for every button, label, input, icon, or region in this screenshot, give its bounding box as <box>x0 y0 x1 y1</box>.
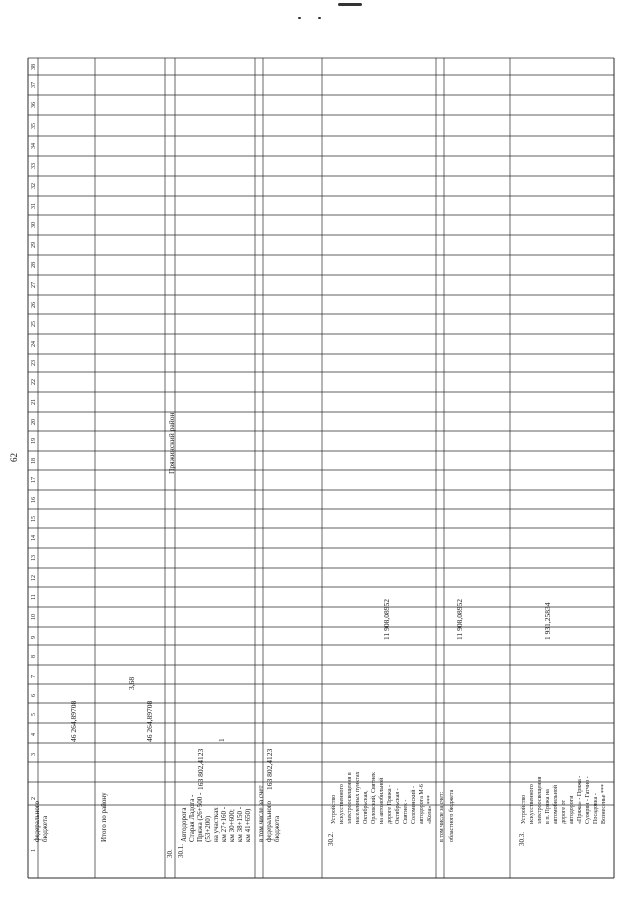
column-number: 5 <box>31 713 37 716</box>
row-30-2-reg-col9: 11 908,08952 <box>455 599 464 640</box>
column-number: 36 <box>31 102 37 108</box>
column-number: 33 <box>31 163 37 169</box>
column-number: 24 <box>31 341 37 347</box>
column-number: 22 <box>31 379 37 385</box>
column-number: 13 <box>31 555 37 561</box>
column-number: 31 <box>31 202 37 209</box>
column-number: 21 <box>31 399 37 405</box>
row-30-1-fed-col3: 163 802,4123 <box>265 748 274 790</box>
column-number: 27 <box>31 282 37 288</box>
scan-artifact <box>298 17 301 19</box>
column-number: 23 <box>31 360 37 366</box>
column-number: 12 <box>31 574 37 581</box>
column-number: 37 <box>31 82 37 88</box>
fed-budget-col6: 46 264,89708 <box>69 700 78 742</box>
total-district-label: Итого по району <box>100 792 108 842</box>
row-30-1-fed-label: в том числе за счет федерального бюджета <box>257 785 281 842</box>
column-number: 38 <box>31 63 37 70</box>
column-number: 34 <box>31 143 37 149</box>
row-30-2-inc-label: в том числе за счет: <box>439 791 445 842</box>
column-number: 26 <box>31 301 37 308</box>
column-number: 8 <box>31 655 37 658</box>
column-number: 1 <box>31 849 37 852</box>
column-number: 19 <box>31 438 37 444</box>
column-number: 3 <box>31 752 37 756</box>
column-number: 30 <box>31 222 37 228</box>
row-30-1-col3: 163 802,4123 <box>196 748 205 790</box>
column-number: 16 <box>31 496 37 503</box>
row-30-1-col4: 1 <box>217 738 226 742</box>
total-district-col7: 3,68 <box>127 676 136 690</box>
column-number: 14 <box>31 535 37 541</box>
row-30-3-col9: 1 931,25834 <box>543 602 552 640</box>
column-number: 32 <box>31 183 37 189</box>
row-30-2-reg-label: областного бюджета <box>449 789 455 842</box>
row-30-2-col9: 11 908,08952 <box>382 599 391 640</box>
column-number: 7 <box>31 674 37 678</box>
column-number: 2 <box>31 797 37 800</box>
row-30-3-label: Устройство искусственного электроосвещения в п. Пряжа на автомобильной дороге от автодороги «Пряжа» - Пряжа - Суоярви - Гатчно - Посадовка - Вознесенье *** <box>521 775 607 824</box>
fed-budget-label: федерального бюджета <box>33 800 49 842</box>
row-30-3-code: 30.3. <box>518 832 526 846</box>
column-number: 6 <box>31 693 37 697</box>
row-30-2-code: 30.2. <box>327 832 335 846</box>
column-number: 10 <box>31 614 37 620</box>
total-district-col6: 46 264,89708 <box>145 700 154 742</box>
column-number: 17 <box>31 477 37 483</box>
column-number: 35 <box>31 122 37 129</box>
column-number: 18 <box>31 457 37 464</box>
column-number: 20 <box>31 418 37 425</box>
column-number: 11 <box>31 594 37 600</box>
column-number: 25 <box>31 321 37 327</box>
row-30-2-label: Устройство искусственного электроосвещения в населенных пунктах Октябрьская, Орловский, Святнек на автомобильной дороге Пряжа - Октябрьская - Святнек - Соломенский - автодорога М-6 «Кола» *** <box>331 771 433 824</box>
column-number: 29 <box>31 242 37 248</box>
column-number: 9 <box>31 636 37 639</box>
row-30-1-label: Автодорога Старая Ладога - Пряжа (26+500 - (53+200) на участках км 27+160 - км 30+600; км 38+150 - км 41+650) <box>180 792 252 842</box>
row-30-1-code: 30.1. <box>177 844 185 858</box>
section-30-code: 30. <box>166 849 174 858</box>
scan-artifact <box>318 17 321 19</box>
column-number: 4 <box>31 733 37 736</box>
region-heading: Пряжинский район <box>167 412 176 474</box>
column-number: 15 <box>31 515 37 522</box>
scan-artifact <box>338 3 362 6</box>
page-number: 62 <box>9 453 19 462</box>
column-number: 28 <box>31 262 37 268</box>
